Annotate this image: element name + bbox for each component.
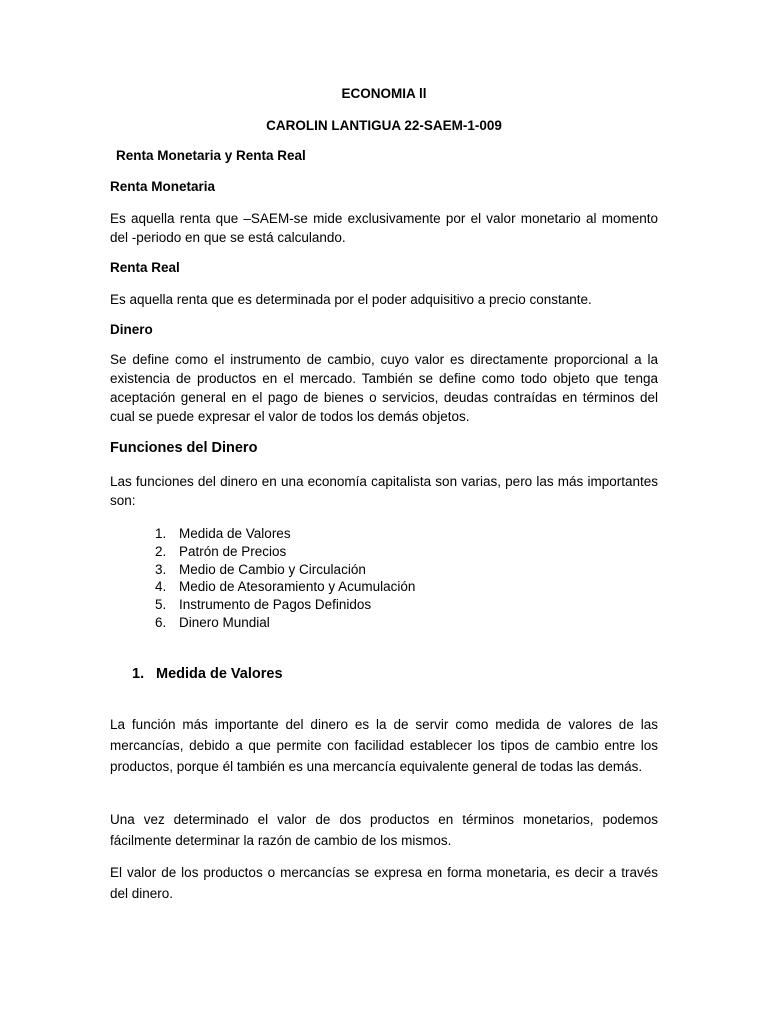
list-item: [155, 578, 555, 596]
list-item-number: 1.: [155, 526, 167, 541]
paragraph-medida-2: Una vez determinado el valor de dos productos en términos monetarios, podemos fácilmente determinar la razón de cambio de los mismos.: [110, 812, 658, 848]
paragraph-renta-real: Es aquella renta que es determinada por el poder adquisitivo a precio constante.: [110, 292, 592, 307]
heading-label: Medida de Valores: [156, 666, 283, 682]
paragraph-dinero: Se define como el instrumento de cambio, cuyo valor es directamente proporcional a la existencia de productos en el mercado. También se define como todo objeto que tenga aceptación general en el pago de bienes o servicios, deudas contraídas en términos del cual se puede expresar el valor de todos los demás objetos.: [110, 352, 658, 424]
paragraph-funciones-intro: Las funciones del dinero en una economía capitalista son varias, pero las más importantes son:: [110, 474, 658, 508]
list-item-number: 5.: [155, 597, 167, 613]
funciones-list: [155, 525, 555, 632]
paragraph-renta-monetaria: Es aquella renta que –SAEM-se mide exclusivamente por el valor monetario al momento del -periodo en que se está calculando.: [110, 211, 658, 245]
paragraph-medida-3: El valor de los productos o mercancías se expresa en forma monetaria, es decir a través del dinero.: [110, 865, 658, 901]
document-subtitle: Renta Monetaria y Renta Real: [116, 148, 306, 163]
heading-renta-real: Renta Real: [110, 260, 180, 275]
author-line: CAROLIN LANTIGUA 22-SAEM-1-009: [266, 118, 502, 133]
list-item: [155, 561, 555, 579]
paragraph-medida-1: La función más importante del dinero es la de servir como medida de valores de las mercancías, debido a que permite con facilidad establecer los tipos de cambio entre los productos, porque él también es una mercancía equivalente general de todas las demás.: [110, 717, 658, 774]
list-item-number: 4.: [155, 579, 167, 595]
heading-funciones: Funciones del Dinero: [110, 440, 258, 456]
list-item: [155, 543, 555, 561]
list-item-label: Patrón de Precios: [179, 543, 287, 559]
list-item-label: Medio de Cambio y Circulación: [179, 561, 366, 577]
heading-medida-de-valores: [132, 666, 283, 682]
heading-number: 1.: [132, 666, 145, 682]
document-title: ECONOMIA ll: [341, 86, 427, 101]
list-item-number: 2.: [155, 543, 167, 559]
list-item-label: Medio de Atesoramiento y Acumulación: [179, 579, 416, 595]
list-item-label: Dinero Mundial: [179, 614, 270, 630]
list-item: [155, 596, 555, 614]
list-item-label: Instrumento de Pagos Definidos: [179, 597, 372, 613]
list-item-label: Medida de Valores: [179, 526, 291, 541]
list-item: [155, 614, 555, 632]
list-item-number: 3.: [155, 561, 167, 577]
list-item-number: 6.: [155, 614, 167, 630]
heading-renta-monetaria: Renta Monetaria: [110, 179, 216, 194]
heading-dinero: Dinero: [110, 322, 153, 337]
list-item: [155, 525, 555, 543]
